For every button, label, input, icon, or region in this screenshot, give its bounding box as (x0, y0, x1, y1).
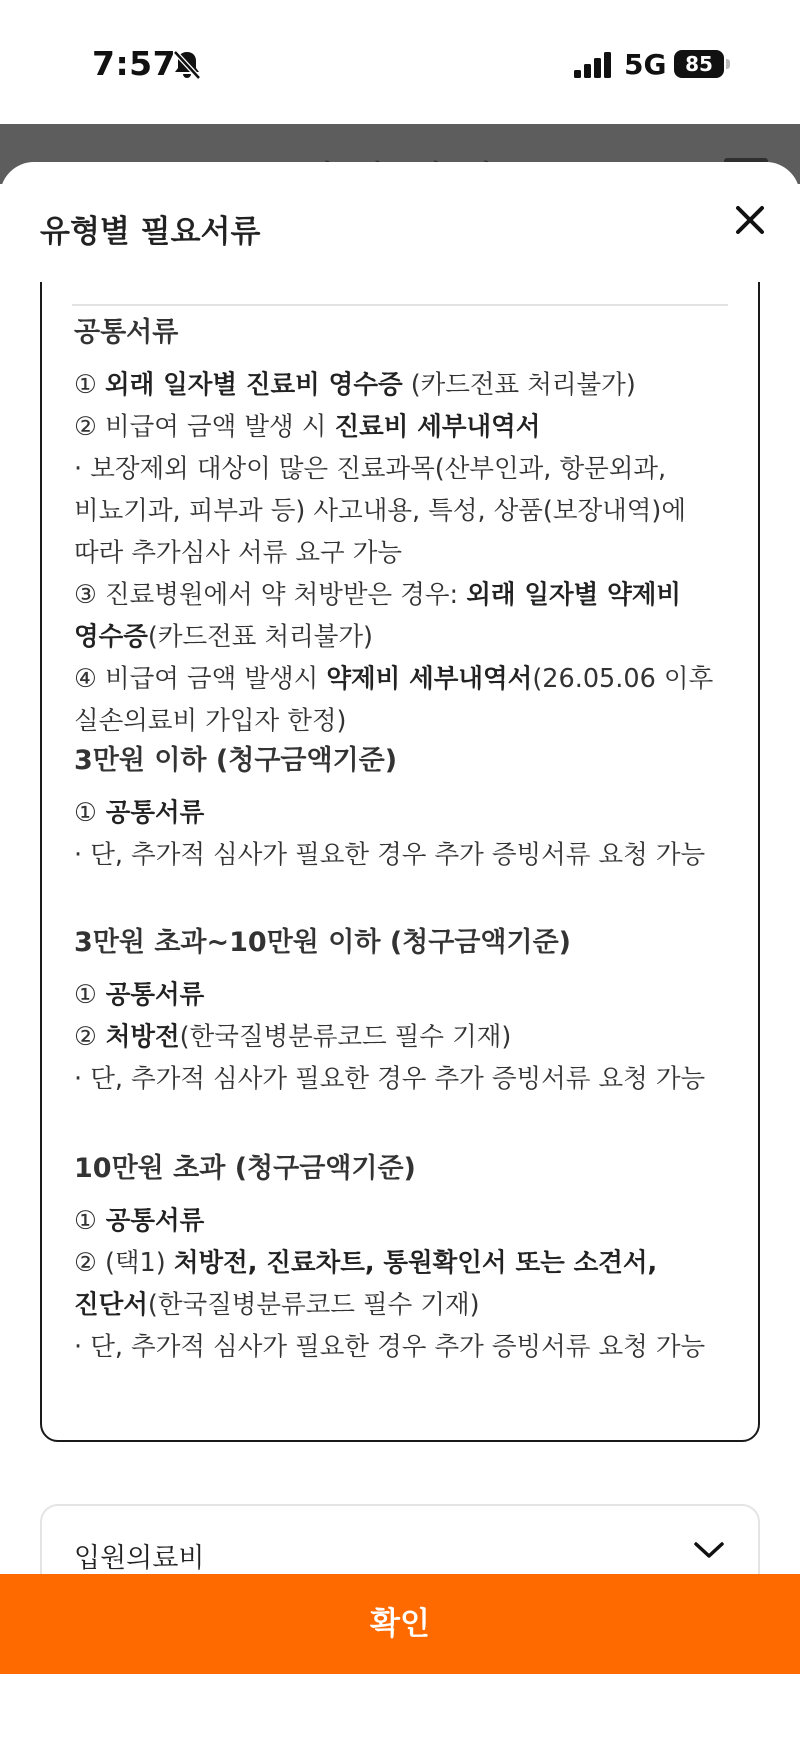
chevron-down-icon (692, 1538, 726, 1562)
home-indicator-area (0, 1674, 800, 1740)
list-item: ① 공통서류 (74, 798, 205, 828)
tier1-section (74, 740, 724, 876)
tier1-heading: 3만원 이하 (청구금액기준) (74, 745, 398, 776)
list-item: ② 비급여 금액 발생 시 진료비 세부내역서 (74, 412, 541, 442)
accordion-label: 입원의료비 (74, 1543, 205, 1574)
note-line: · 단, 추가적 심사가 필요한 경우 추가 증빙서류 요청 가능 (74, 840, 706, 870)
note-line: · 보장제외 대상이 많은 진료과목(산부인과, 항문외과, (74, 454, 667, 484)
list-item: ② 처방전(한국질병분류코드 필수 기재) (74, 1022, 512, 1052)
list-item-cont: 진단서(한국질병분류코드 필수 기재) (74, 1290, 480, 1320)
tier3-section (74, 1148, 724, 1368)
note-line: · 단, 추가적 심사가 필요한 경우 추가 증빙서류 요청 가능 (74, 1064, 706, 1094)
sheet-title: 유형별 필요서류 (40, 214, 261, 250)
documents-bottom-sheet (0, 162, 800, 1740)
status-time: 7:57 (92, 44, 177, 83)
common-docs-heading: 공통서류 (74, 317, 179, 348)
sheet-scroll-area[interactable] (0, 282, 800, 1736)
list-item: ① 외래 일자별 진료비 영수증 (카드전표 처리불가) (74, 370, 636, 400)
close-icon[interactable] (728, 198, 772, 242)
battery-icon (674, 50, 730, 78)
list-item-cont: 영수증(카드전표 처리불가) (74, 622, 373, 652)
confirm-button[interactable]: 확인 (0, 1574, 800, 1674)
battery-level: 85 (674, 50, 724, 78)
list-item: ① 공통서류 (74, 980, 205, 1010)
bell-slash-icon (170, 48, 204, 82)
list-item: ④ 비급여 금액 발생시 약제비 세부내역서(26.05.06 이후 (74, 664, 714, 694)
list-item-cont: 실손의료비 가입자 한정) (74, 706, 347, 736)
note-line: · 단, 추가적 심사가 필요한 경우 추가 증빙서류 요청 가능 (74, 1332, 706, 1362)
list-item: ① 공통서류 (74, 1206, 205, 1236)
divider (72, 304, 728, 306)
tier2-heading: 3만원 초과~10만원 이하 (청구금액기준) (74, 927, 572, 958)
status-bar (0, 0, 800, 124)
note-line: 따라 추가심사 서류 요구 가능 (74, 538, 403, 568)
signal-icon (574, 52, 614, 78)
network-type: 5G (624, 48, 667, 81)
tier3-heading: 10만원 초과 (청구금액기준) (74, 1153, 416, 1184)
list-item: ② (택1) 처방전, 진료차트, 통원확인서 또는 소견서, (74, 1248, 658, 1278)
common-docs-section (74, 312, 724, 742)
tier2-section (74, 922, 724, 1100)
list-item: ③ 진료병원에서 약 처방받은 경우: 외래 일자별 약제비 (74, 580, 682, 610)
note-line: 비뇨기과, 피부과 등) 사고내용, 특성, 상품(보장내역)에 (74, 496, 686, 526)
